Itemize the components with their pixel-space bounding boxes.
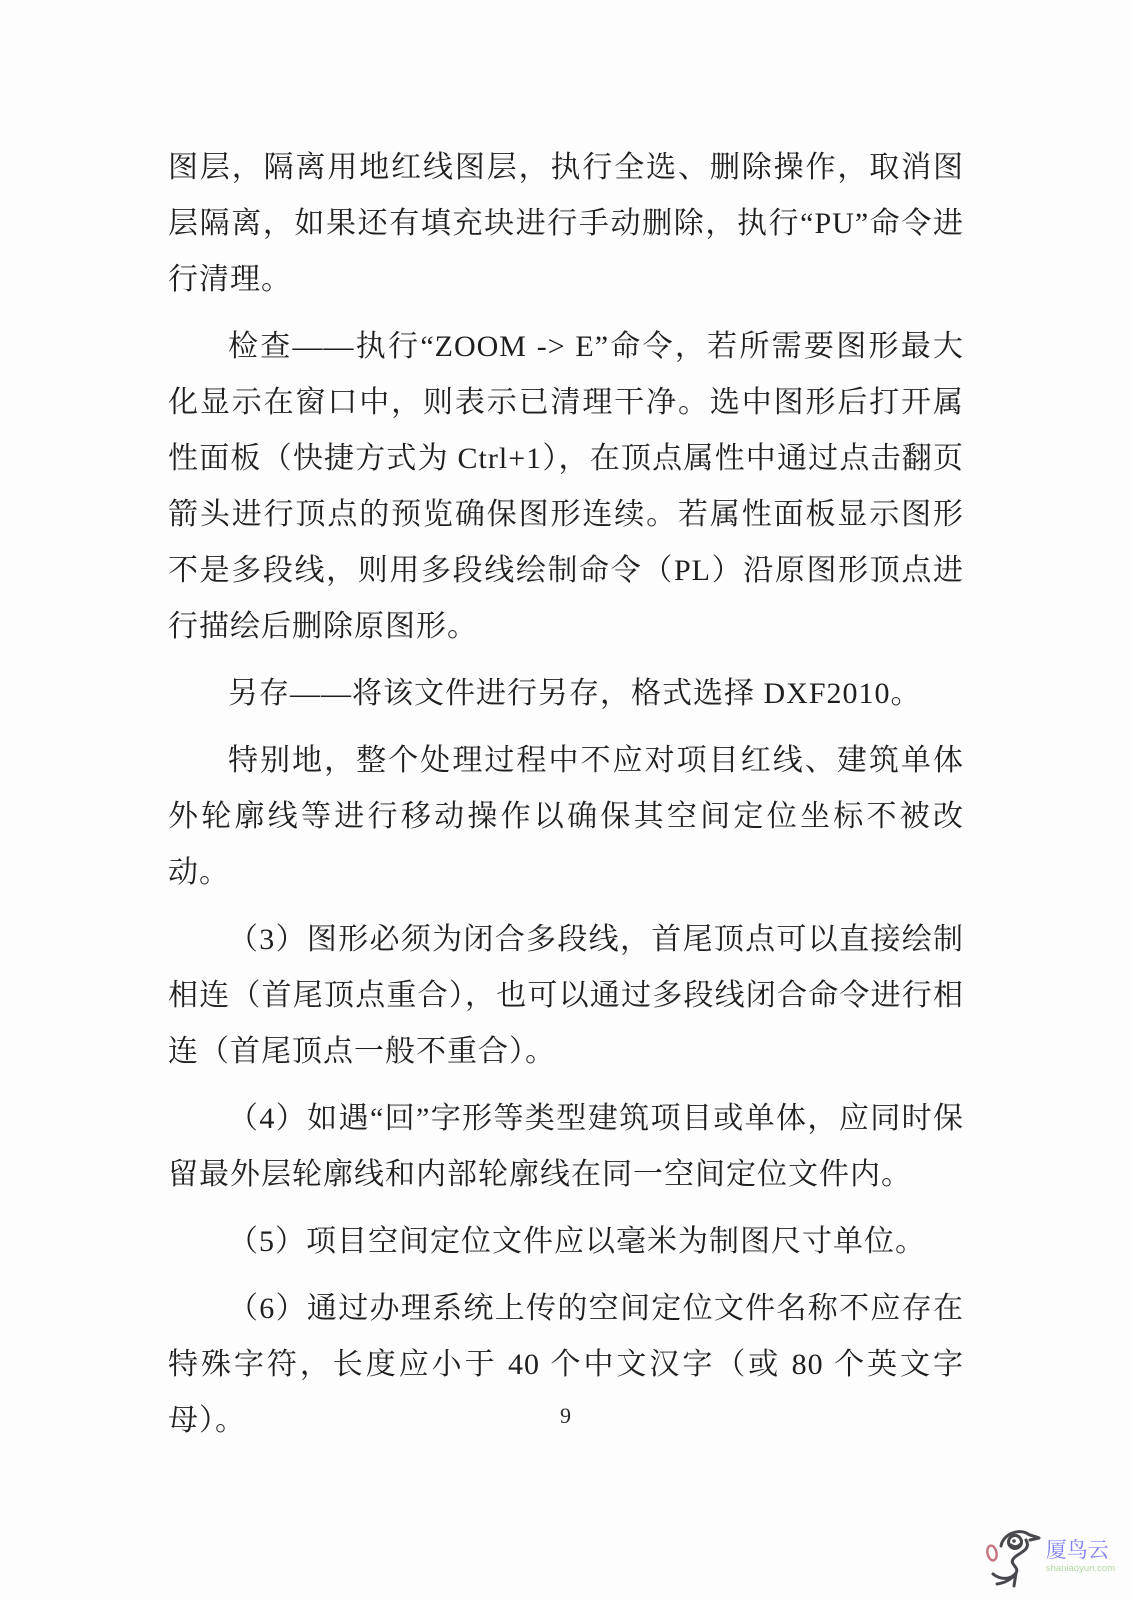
bird-shape <box>993 1532 1039 1586</box>
paragraph: （3）图形必须为闭合多段线，首尾顶点可以直接绘制相连（首尾顶点重合），也可以通过多段线闭合命令进行相连（首尾顶点一般不重合）。 <box>168 923 964 1068</box>
paragraph: （4）如遇“回”字形等类型建筑项目或单体，应同时保留最外层轮廓线和内部轮廓线在同一空间定位文件内。 <box>168 1102 964 1191</box>
paragraph: （5）项目空间定位文件应以毫米为制图尺寸单位。 <box>228 1225 926 1258</box>
seal-icon <box>986 1545 998 1562</box>
bird-eye <box>1012 1539 1016 1543</box>
page-number: 9 <box>560 1403 571 1428</box>
paragraph: 特别地，整个处理过程中不应对项目红线、建筑单体外轮廓线等进行移动操作以确保其空间定位坐标不被改动。 <box>168 744 964 889</box>
paragraph: 图层，隔离用地红线图层，执行全选、删除操作，取消图层隔离，如果还有填充块进行手动删除，执行“PU”命令进行清理。 <box>168 151 964 296</box>
watermark <box>985 1526 1115 1588</box>
paragraph: （6）通过办理系统上传的空间定位文件名称不应存在特殊字符，长度应小于 40 个中文汉字（或 80 个英文字母）。 <box>168 1292 964 1437</box>
watermark-url: shaniaoyun.com <box>1045 1563 1115 1574</box>
document-body <box>168 140 964 1460</box>
watermark-text <box>1046 1539 1115 1575</box>
paragraph: 检查——执行“ZOOM -> E”命令，若所需要图形最大化显示在窗口中，则表示已清理干净。选中图形后打开属性面板（快捷方式为 Ctrl+1），在顶点属性中通过点击翻页箭头进行顶点的预览确保图形连续。若属性面板显示图形不是多段线，则用多段线绘制命令（PL）沿原图形顶点进行描绘后删除原图形。 <box>168 330 964 643</box>
paragraph: 另存——将该文件进行另存，格式选择 DXF2010。 <box>228 677 922 710</box>
bird-logo-icon <box>985 1526 1043 1588</box>
watermark-brand-name: 厦鸟云 <box>1045 1539 1109 1562</box>
